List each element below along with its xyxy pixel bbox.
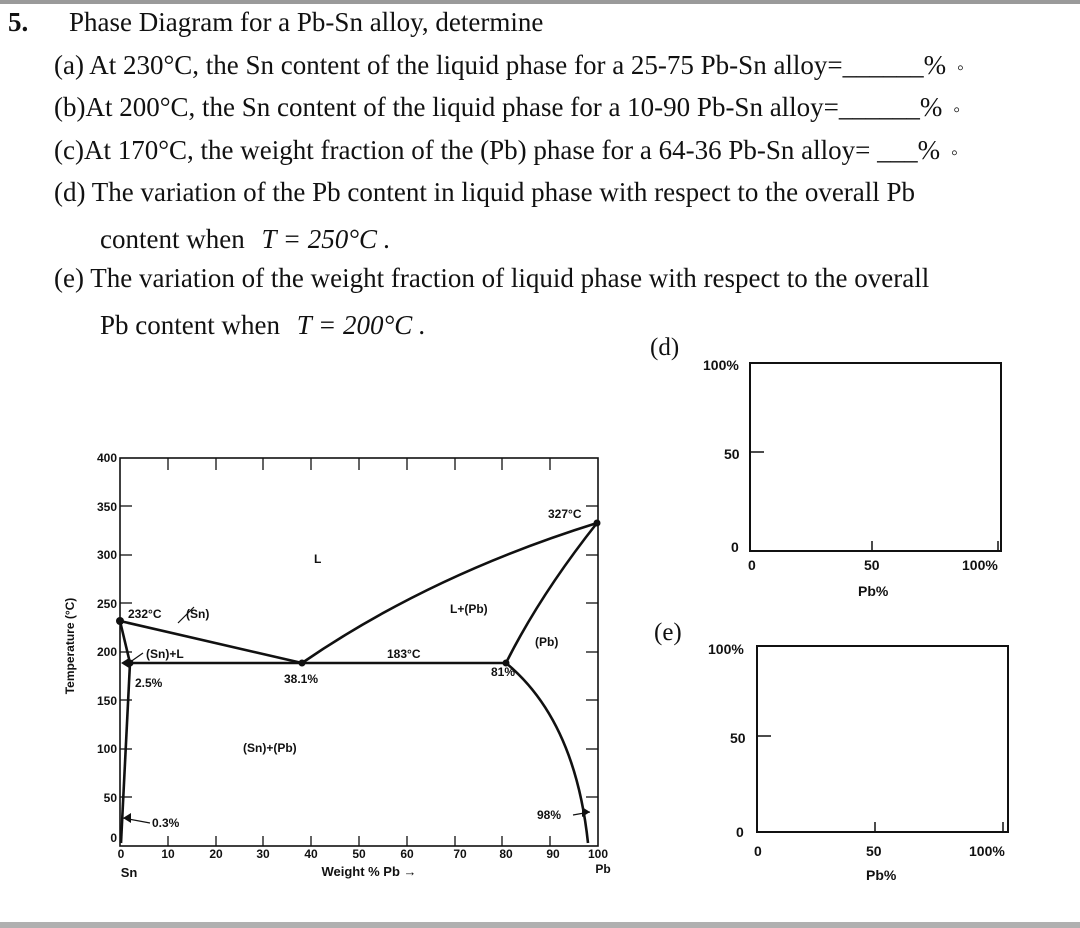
x-tick-30: 30	[256, 847, 270, 861]
x-tick-80: 80	[499, 847, 513, 861]
label-38-1: 38.1%	[284, 672, 319, 686]
x-tick-10: 10	[161, 847, 175, 861]
leader-lines	[123, 607, 590, 823]
x-ticks-bottom	[168, 836, 550, 846]
sn-low-arrow-icon	[123, 813, 131, 823]
question-a-text: (a) At 230°C, the Sn content of the liquid phase for a 25-75 Pb-Sn alloy=______%	[54, 50, 947, 80]
x-tick-labels	[118, 847, 609, 861]
x-end-sn: Sn	[120, 865, 138, 880]
label-sn-plus-pb: (Sn)+(Pb)	[243, 741, 297, 755]
sn-l-arrow-icon	[121, 658, 129, 668]
bullet-a: ◦	[956, 57, 964, 79]
y-tick-150: 150	[96, 694, 117, 708]
question-e-expr: T = 200°C .	[296, 310, 426, 340]
y-tick-300: 300	[96, 548, 117, 562]
y-tick-250: 250	[96, 597, 117, 611]
label-327c: 327°C	[548, 507, 582, 521]
label-81: 81%	[491, 665, 516, 679]
plot-d-ytick-100-label: 100%	[703, 357, 739, 373]
plot-e-ytick-50-label: 50	[730, 730, 746, 746]
x-tick-50: 50	[352, 847, 366, 861]
plot-e-part-label: (e)	[654, 619, 682, 646]
sn-solidus	[120, 621, 130, 663]
plot-d-xtick-50-label: 50	[864, 557, 880, 573]
eutectic-point	[299, 660, 306, 667]
sn-melt-point	[116, 617, 124, 625]
x-axis-label: Weight % Pb →	[321, 864, 417, 879]
question-b-text: (b)At 200°C, the Sn content of the liquid phase for a 10-90 Pb-Sn alloy=______%	[54, 92, 943, 122]
question-d-line1: (d) The variation of the Pb content in liquid phase with respect to the overall Pb	[54, 177, 916, 207]
plot-e-ytick-0-label: 0	[736, 824, 744, 840]
phase-boundaries	[120, 523, 597, 843]
plot-e-ytick-100-label: 100%	[708, 641, 744, 657]
x-tick-70: 70	[453, 847, 467, 861]
question-d-prefix: content when	[100, 224, 245, 254]
label-98: 98%	[537, 808, 562, 822]
label-183c: 183°C	[387, 647, 421, 661]
y-tick-labels	[97, 451, 117, 845]
problem-number: 5.	[8, 7, 29, 37]
question-d-expr: T = 250°C .	[261, 224, 391, 254]
x-ticks-top	[168, 458, 550, 470]
label-pb: (Pb)	[535, 635, 559, 649]
region-labels	[128, 507, 582, 830]
y-axis-label: Temperature (°C)	[63, 597, 77, 695]
y-ticks-right	[586, 506, 598, 797]
question-c-text: (c)At 170°C, the weight fraction of the (Pb) phase for a 64-36 Pb-Sn alloy= ___%	[54, 135, 941, 165]
label-l-plus-pb: L+(Pb)	[450, 602, 488, 616]
bullet-c: ◦	[950, 142, 958, 164]
bullet-b: ◦	[953, 99, 961, 121]
x-tick-0: 0	[117, 847, 125, 861]
plot-e-xlabel: Pb%	[866, 867, 897, 883]
x-tick-20: 20	[209, 847, 223, 861]
y-tick-50: 50	[103, 791, 117, 805]
plot-d-xtick-100-label: 100%	[962, 557, 998, 573]
problem-title: Phase Diagram for a Pb-Sn alloy, determine	[69, 7, 544, 37]
pb-low-arrow-icon	[582, 807, 590, 817]
plot-d-labels	[703, 357, 998, 599]
question-e-line1: (e) The variation of the weight fraction of liquid phase with respect to the overall	[54, 263, 930, 293]
plot-d-ytick-0-label: 0	[731, 539, 739, 555]
y-tick-0: 0	[110, 831, 117, 845]
y-tick-400: 400	[96, 451, 117, 465]
plot-e-frame[interactable]	[757, 646, 1008, 832]
y-tick-350: 350	[96, 500, 117, 514]
label-liquid: L	[314, 552, 322, 566]
diagram-frame	[120, 458, 598, 846]
question-e-prefix: Pb content when	[100, 310, 280, 340]
y-tick-200: 200	[96, 645, 117, 659]
label-sn: (Sn)	[186, 607, 210, 621]
x-tick-60: 60	[400, 847, 414, 861]
plot-e-xtick-50-label: 50	[866, 843, 882, 859]
y-tick-100: 100	[96, 742, 117, 756]
plot-e-labels	[708, 641, 1005, 883]
x-tick-100: 100	[587, 847, 609, 861]
plot-d-xlabel: Pb%	[858, 583, 889, 599]
x-tick-40: 40	[304, 847, 318, 861]
plot-e-xtick-0-label: 0	[754, 843, 762, 859]
pb-melt-point	[594, 520, 601, 527]
plot-d-ytick-50-label: 50	[724, 446, 740, 462]
plot-d-part-label: (d)	[650, 334, 680, 361]
x-end-pb: Pb	[595, 862, 611, 876]
plot-d-frame[interactable]	[750, 363, 1001, 551]
label-232c: 232°C	[128, 607, 162, 621]
label-sn-plus-l: (Sn)+L	[146, 647, 184, 661]
x-tick-90: 90	[546, 847, 560, 861]
label-0-3: 0.3%	[152, 816, 180, 830]
label-2-5: 2.5%	[135, 676, 163, 690]
plot-d-xtick-0-label: 0	[748, 557, 756, 573]
plot-e-xtick-100-label: 100%	[969, 843, 1005, 859]
